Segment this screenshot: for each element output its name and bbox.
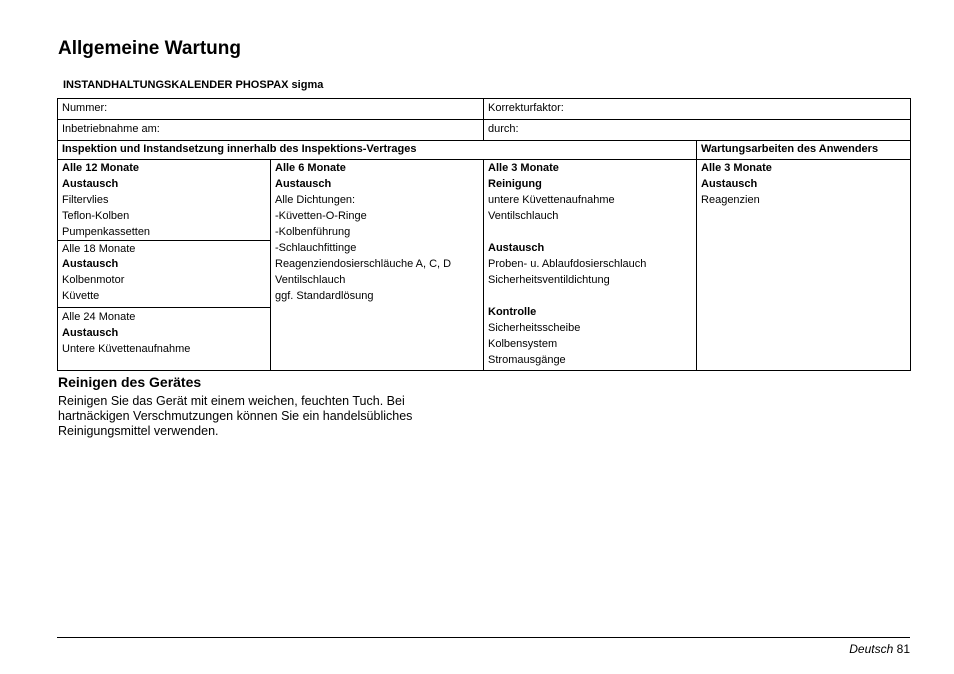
action-label: Austausch	[488, 242, 545, 254]
list-item: Sicherheitsventildichtung	[488, 274, 610, 286]
header-inspection: Inspektion und Instandsetzung innerhalb des Inspektions-Vertrages	[58, 141, 697, 160]
action-label: Austausch	[62, 327, 119, 339]
list-item: Kolbensystem	[488, 338, 558, 350]
period-label: Alle 6 Monate	[275, 162, 346, 174]
period-label: Alle 3 Monate	[701, 162, 772, 174]
list-item: -Küvetten-O-Ringe	[275, 210, 367, 222]
list-item: Filtervlies	[62, 194, 109, 206]
list-item: Pumpenkassetten	[62, 226, 151, 238]
list-item: Ventilschlauch	[275, 274, 346, 286]
paragraph-line: Reinigen Sie das Gerät mit einem weichen, feuchten Tuch. Bei	[58, 394, 405, 408]
col-3-months-user	[697, 160, 911, 371]
footer-divider	[57, 637, 910, 638]
footer-language: Deutsch	[849, 642, 894, 656]
list-item: -Kolbenführung	[275, 226, 351, 238]
nummer-field-label: Nummer:	[58, 99, 484, 120]
maintenance-calendar-table	[57, 98, 911, 371]
durch-field-label: durch:	[484, 120, 911, 141]
col-3-months-inspection	[484, 160, 697, 371]
table-caption: INSTANDHALTUNGSKALENDER PHOSPAX sigma	[63, 79, 324, 91]
col-12-months	[58, 160, 271, 371]
list-item: Sicherheitsscheibe	[488, 322, 581, 334]
action-label: Austausch	[62, 178, 119, 190]
cleaning-paragraph	[58, 394, 438, 439]
action-label: Austausch	[62, 258, 119, 270]
action-label: Austausch	[275, 178, 332, 190]
list-item: Kolbenmotor	[62, 274, 125, 286]
list-item: Untere Küvettenaufnahme	[62, 343, 191, 355]
header-user-maintenance: Wartungsarbeiten des Anwenders	[697, 141, 911, 160]
sub-block-18-months	[58, 240, 270, 307]
list-item: Reagenziendosierschläuche A, C, D	[275, 258, 452, 270]
period-label: Alle 12 Monate	[62, 162, 140, 174]
list-item: Teflon-Kolben	[62, 210, 130, 222]
list-item: untere Küvettenaufnahme	[488, 194, 615, 206]
korrekturfaktor-field-label: Korrekturfaktor:	[484, 99, 911, 120]
action-label: Reinigung	[488, 178, 542, 190]
sub-block-24-months	[58, 307, 270, 357]
list-item: Alle Dichtungen:	[275, 194, 356, 206]
list-item: Reagenzien	[701, 194, 760, 206]
page-title: Allgemeine Wartung	[58, 38, 241, 59]
list-item: Ventilschlauch	[488, 210, 559, 222]
action-label: Austausch	[701, 178, 758, 190]
action-label: Kontrolle	[488, 306, 537, 318]
list-item: ggf. Standardlösung	[275, 290, 374, 302]
period-label: Alle 18 Monate	[62, 243, 136, 255]
inbetriebnahme-field-label: Inbetriebnahme am:	[58, 120, 484, 141]
paragraph-line: hartnäckigen Verschmutzungen können Sie ein handelsübliches	[58, 409, 413, 423]
list-item: -Schlauchfittinge	[275, 242, 357, 254]
period-label: Alle 3 Monate	[488, 162, 559, 174]
period-label: Alle 24 Monate	[62, 311, 136, 323]
section-heading-cleaning: Reinigen des Gerätes	[58, 374, 202, 390]
list-item: Küvette	[62, 290, 100, 302]
page-footer	[849, 641, 910, 657]
list-item: Stromausgänge	[488, 354, 566, 366]
list-item: Proben- u. Ablaufdosierschlauch	[488, 258, 647, 270]
page-number: 81	[896, 642, 910, 656]
paragraph-line: Reinigungsmittel verwenden.	[58, 424, 219, 438]
col-6-months	[271, 160, 484, 371]
